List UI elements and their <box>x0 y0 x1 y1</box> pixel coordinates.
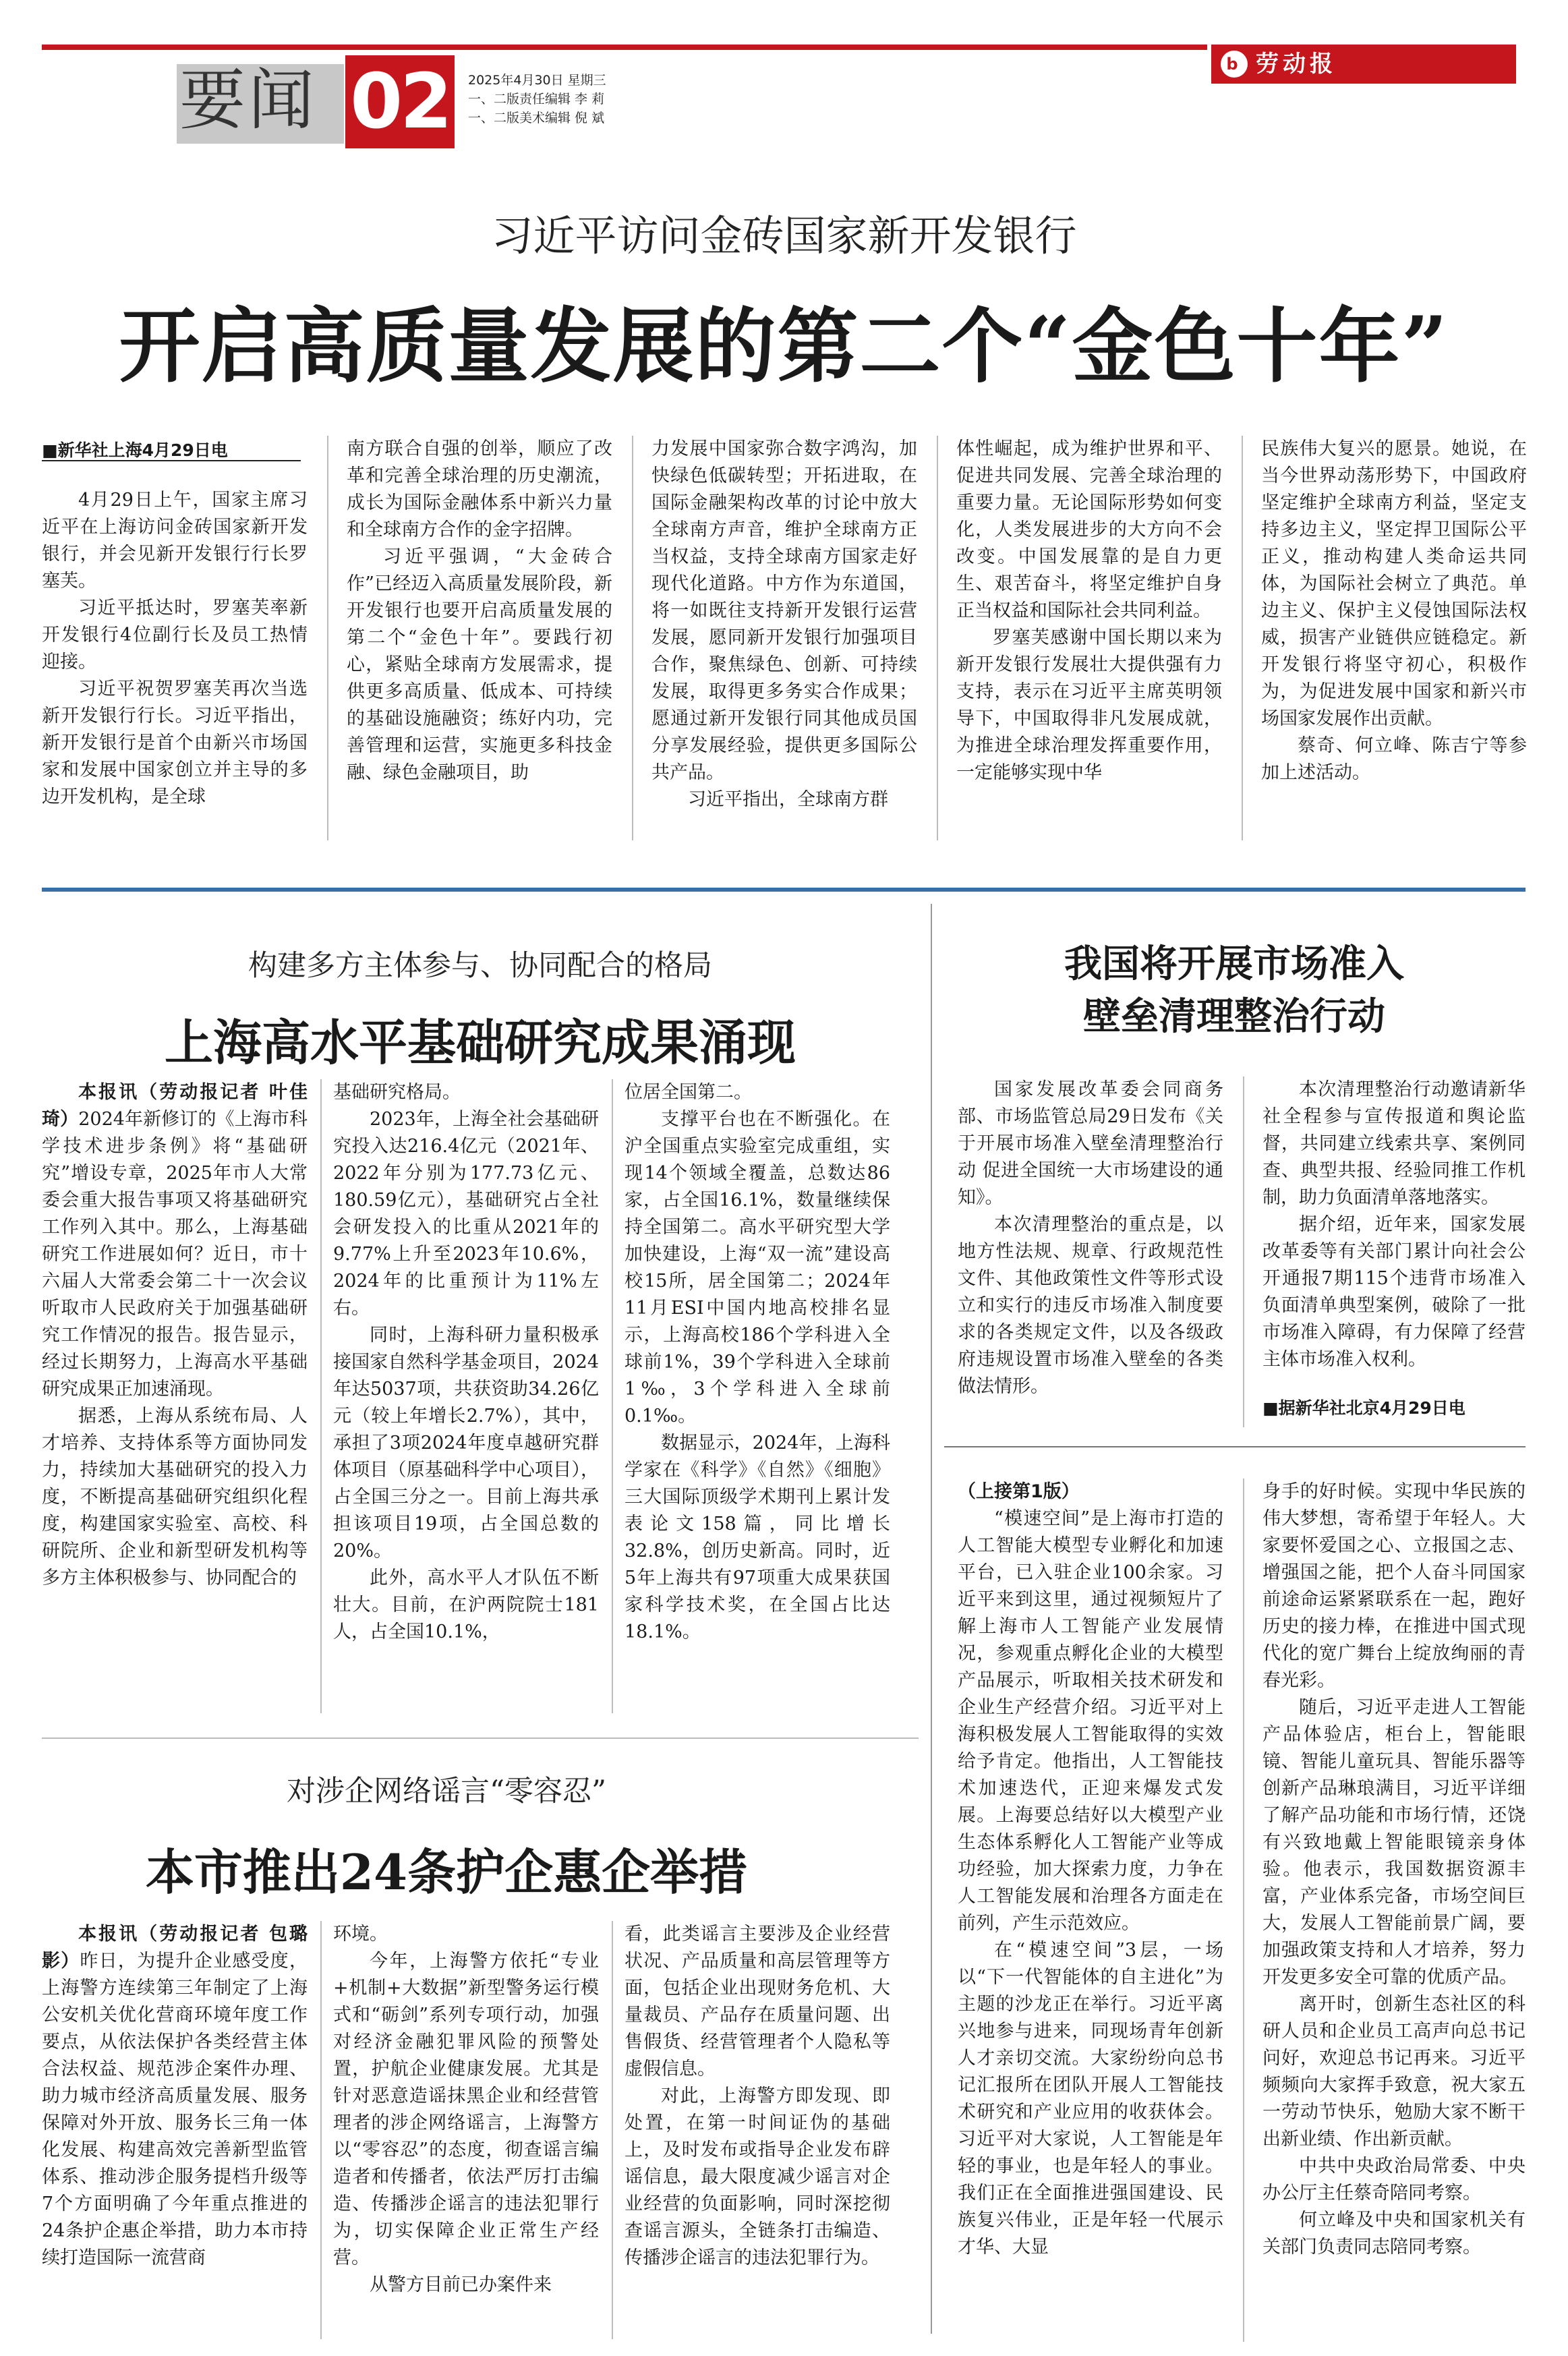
paragraph: 数据显示，2024年，上海科学家在《科学》《自然》《细胞》三大国际顶级学术期刊上累计发表论文158篇，同比增长32.8%，创历史新高。同时，近5年上海共有97项重大成果获国家科学技术奖，在全国占比达18.1%。 <box>625 1433 890 1642</box>
column-rule <box>612 1921 613 2339</box>
paragraph: 4月29日上午，国家主席习近平在上海访问金砖国家新开发银行，并会见新开发银行行长罗塞芙。 <box>42 490 308 592</box>
story4-byline: 本报讯（劳动报记者 包璐影） <box>42 1924 308 1972</box>
top-red-rule <box>42 45 1207 50</box>
paragraph: 此外，高水平人才队伍不断壮大。目前，在沪两院院士181人，占全国10.1%， <box>333 1568 599 1642</box>
dateline-rule <box>42 460 301 461</box>
story2-column-2 <box>333 1079 599 1713</box>
paragraph <box>42 1079 308 1403</box>
paragraph: 本次清理整治的重点是，以地方性法规、规章、行政规范性文件、其他政策性文件等形式设立和实行的违反市场准入制度要求的各类规定文件，以及各级政府违规设置市场准入壁垒的各类做法情形。 <box>958 1214 1223 1397</box>
logo-text: 劳动报 <box>1256 51 1337 78</box>
paragraph: 位居全国第二。 <box>625 1082 752 1103</box>
story1-column-1 <box>42 487 308 838</box>
paragraph: 中共中央政治局常委、中央办公厅主任蔡奇陪同考察。 <box>1262 2156 1526 2204</box>
paragraph: 何立峰及中央和国家机关有关部门负责同志陪同考察。 <box>1262 2210 1526 2258</box>
story3-dateline: ■据新华社北京4月29日电 <box>1262 1398 1465 1418</box>
paragraph: 看，此类谣言主要涉及企业经营状况、产品质量和高层管理等方面，包括企业出现财务危机、大量裁员、产品存在质量问题、出售假货、经营管理者个人隐私等虚假信息。 <box>625 1924 890 2079</box>
story4-column-1 <box>42 1921 308 2339</box>
section-separator <box>42 888 1526 892</box>
paragraph-text: 2024年新修订的《上海市科学技术进步条例》将“基础研究”增设专章，2025年市人大常委会重大报告事项又将基础研究工作列入其中。那么，上海基础研究工作进展如何？近日，市十六届人大常委会第二十一次会议听取市人民政府关于加强基础研究工作情况的报告。报告显示，经过长期努力，上海高水平基础研究成果正加速涌现。 <box>42 1109 308 1400</box>
paragraph: 罗塞芙感谢中国长期以来为新开发银行发展壮大提供强有力支持，表示在习近平主席英明领导下，中国取得非凡发展成就，为推进全球治理发挥重要作用，一定能够实现中华 <box>956 627 1222 783</box>
story1-column-2 <box>347 436 612 840</box>
story1-column-5 <box>1261 436 1527 840</box>
paragraph: 南方联合自强的创举，顺应了改革和完善全球治理的历史潮流，成长为国际金融体系中新兴力量和全球南方合作的金字招牌。 <box>347 438 612 540</box>
paragraph: 据悉，上海从系统布局、人才培养、支持体系等方面协同发力，持续加大基础研究的投入力度，不断提高基础研究组织化程度，构建国家实验室、高校、科研院所、企业和新型研发机构等多方主体积极参与、协同配合的 <box>42 1406 308 1588</box>
main-column-rule <box>931 904 932 2334</box>
paragraph: 民族伟大复兴的愿景。她说，在当今世界动荡形势下，中国政府坚定维护全球南方利益，坚定支持多边主义，坚定捍卫国际公平正义，推动构建人类命运共同体，为国际社会树立了典范。单边主义、保护主义侵蚀国际法权威，损害产业链供应链稳定。新开发银行将坚守初心，积极作为，为促进发展中国家和新兴市场国家发展作出贡献。 <box>1261 438 1527 729</box>
paragraph: 支撑平台也在不断强化。在沪全国重点实验室完成重组，实现14个领域全覆盖，总数达86家，占全国16.1%，数量继续保持全国第二。高水平研究型大学加快建设，上海“双一流”建设高校15所，居全国第二；2024年11月ESI中国内地高校排名显示，上海高校186个学科进入全球前1%，39个学科进入全球前1‰，3个学科进入全球前0.1‰。 <box>625 1109 890 1427</box>
paragraph: 本次清理整治行动邀请新华社全程参与宣传报道和舆论监督，共同建立线索共享、案例同查、典型共报、经验同推工作机制，助力负面清单落地落实。 <box>1262 1079 1526 1208</box>
story1-headline: 开启高质量发展的第二个“金色十年” <box>119 299 1449 394</box>
column-rule <box>320 1921 322 2339</box>
paragraph: 环境。 <box>333 1924 388 1945</box>
story1-dateline: ■新华社上海4月29日电 <box>42 440 228 460</box>
story2-column-1 <box>42 1079 308 1713</box>
story2-column-3 <box>625 1079 890 1713</box>
story5-column-1 <box>958 1478 1223 2342</box>
paragraph-text: 昨日，为提升企业感受度，上海警方连续第三年制定了上海公安机关优化营商环境年度工作要点，从依法保护各类经营主体合法权益、规范涉企案件办理、助力城市经济高质量发展、服务保障对外开放、服务长三角一体化发展、构建高效完善新型监管体系、推动涉企服务提档升级等7个方面明确了今年重点推进的24条护企惠企举措，助力本市持续打造国际一流营商 <box>42 1951 308 2268</box>
paragraph: 习近平抵达时，罗塞芙率新开发银行4位副行长及员工热情迎接。 <box>42 598 308 672</box>
paragraph: 据介绍，近年来，国家发展改革委等有关部门累计向社会公开通报7期115个违背市场准入负面清单典型案例，破除了一批市场准入障碍，有力保障了经营主体市场准入权利。 <box>1262 1214 1526 1370</box>
story-divider <box>944 1446 1526 1447</box>
paragraph: 从警方目前已办案件来 <box>370 2274 552 2295</box>
newspaper-logo <box>1211 45 1516 84</box>
story3-column-2 <box>1262 1076 1526 1400</box>
column-rule <box>632 436 633 840</box>
story2-headline: 上海高水平基础研究成果涌现 <box>164 1014 796 1071</box>
paragraph: 习近平强调，“大金砖合作”已经迈入高质量发展阶段，新开发银行也要开启高质量发展的第二个“金色十年”。要践行初心，紧贴全球南方发展需求，提供更多高质量、低成本、可持续的基础设施融资；练好内功，完善管理和运营，实施更多科技金融、绿色金融项目，助 <box>347 546 612 783</box>
story1-column-3 <box>651 436 917 840</box>
paragraph <box>42 1921 308 2272</box>
paragraph: 习近平指出，全球南方群 <box>688 789 888 810</box>
responsible-editor: 一、二版责任编辑 李 莉 <box>468 92 605 107</box>
paragraph: 2023年，上海全社会基础研究投入达216.4亿元（2021年、2022年分别为177.73亿元、180.59亿元），基础研究占全社会研发投入的比重从2021年的9.77%上升至2023年10.6%，2024年的比重预计为11%左右。 <box>333 1109 599 1319</box>
paragraph: 离开时，创新生态社区的科研人员和企业员工高声向总书记问好，欢迎总书记再来。习近平频频向大家挥手致意，祝大家五一劳动节快乐，勉励大家不断干出新业绩、作出新贡献。 <box>1262 1994 1526 2150</box>
column-rule <box>1243 1076 1244 1427</box>
story3-headline-line1: 我国将开展市场准入 <box>1064 942 1404 986</box>
column-rule <box>320 1079 322 1713</box>
column-rule <box>1242 436 1243 840</box>
story-divider <box>42 1737 919 1739</box>
story1-kicker: 习近平访问金砖国家新开发银行 <box>491 211 1077 260</box>
paragraph: 对此，上海警方即发现、即处置，在第一时间证伪的基础上，及时发布或指导企业发布辟谣信息，最大限度减少谣言对企业经营的负面影响，同时深挖彻查谣言源头，全链条打击编造、传播涉企谣言的违法犯罪行为。 <box>625 2086 890 2268</box>
story2-kicker: 构建多方主体参与、协同配合的格局 <box>248 949 712 983</box>
paragraph: 力发展中国家弥合数字鸿沟，加快绿色低碳转型；开拓进取，在国际金融架构改革的讨论中放大全球南方声音，维护全球南方正当权益，支持全球南方国家走好现代化道路。中方作为东道国，将一如既往支持新开发银行运营发展，愿同新开发银行加强项目合作，聚焦绿色、创新、可持续发展，取得更多务实合作成果；愿通过新开发银行同其他成员国分享发展经验，提供更多国际公共产品。 <box>651 438 917 783</box>
paragraph: 蔡奇、何立峰、陈吉宁等参加上述活动。 <box>1261 735 1527 783</box>
story4-kicker: 对涉企网络谣言“零容忍” <box>287 1775 606 1808</box>
paragraph: 基础研究格局。 <box>333 1082 461 1103</box>
paragraph: 同时，上海科研力量积极承接国家自然科学基金项目，2024年达5037项，共获资助34.26亿元（较上年增长2.7%），其中，承担了3项2024年度卓越研究群体项目（原基础科学中心项目），占全国三分之一。目前上海共承担该项目19项，占全国总数的20%。 <box>333 1325 599 1561</box>
paragraph: 随后，习近平走进人工智能产品体验店，柜台上，智能眼镜、智能儿童玩具、智能乐器等创新产品琳琅满目，习近平详细了解产品功能和市场行情，还饶有兴致地戴上智能眼镜亲身体验。他表示，我国数据资源丰富，产业体系完备，市场空间巨大，发展人工智能前景广阔，要加强政策支持和人才培养，努力开发更多安全可靠的优质产品。 <box>1262 1697 1526 1988</box>
story5-continued-label: （上接第1版） <box>958 1481 1080 1502</box>
paragraph: 今年，上海警方依托“专业+机制+大数据”新型警务运行模式和“砺剑”系列专项行动，加强对经济金融犯罪风险的预警处置，护航企业健康发展。尤其是针对恶意造谣抹黑企业和经营管理者的涉企网络谣言，上海警方以“零容忍”的态度，彻查谣言编造者和传播者，依法严厉打击编造、传播涉企谣言的违法犯罪行为，切实保障企业正常生产经营。 <box>333 1951 599 2268</box>
story1-column-4 <box>956 436 1222 840</box>
story5-column-2 <box>1262 1478 1526 2342</box>
story2-byline: 本报讯（劳动报记者 叶佳琦） <box>42 1082 308 1130</box>
issue-date: 2025年4月30日 星期三 <box>468 73 606 88</box>
paragraph: 身手的好时候。实现中华民族的伟大梦想，寄希望于年轻人。大家要怀爱国之心、立报国之志、增强国之能，把个人奋斗同国家前途命运紧紧联系在一起，跑好历史的接力棒，在推进中国式现代化的宽广舞台上绽放绚丽的青春光彩。 <box>1262 1481 1526 1691</box>
story4-headline: 本市推出24条护企惠企举措 <box>145 1843 748 1901</box>
logo-mark-icon: b <box>1221 51 1248 78</box>
page-number: 02 <box>345 55 455 148</box>
paragraph: 习近平祝贺罗塞芙再次当选新开发银行行长。习近平指出，新开发银行是首个由新兴市场国家和发展中国家创立并主导的多边开发机构，是全球 <box>42 679 308 807</box>
paragraph: 国家发展改革委会同商务部、市场监管总局29日发布《关于开展市场准入壁垒清理整治行动 促进全国统一大市场建设的通知》。 <box>958 1079 1223 1208</box>
art-editor: 一、二版美术编辑 倪 斌 <box>468 111 605 125</box>
column-rule <box>612 1079 613 1713</box>
paragraph: 在“模速空间”3层，一场以“下一代智能体的自主进化”为主题的沙龙正在举行。习近平离兴地参与进来，同现场青年创新人才亲切交流。大家纷纷向总书记汇报所在团队开展人工智能技术研究和产业应用的收获体会。习近平对大家说，人工智能是年轻的事业，也是年轻人的事业。我们正在全面推进强国建设、民族复兴伟业，正是年轻一代展示才华、大显 <box>958 1940 1223 2258</box>
story4-column-2 <box>333 1921 599 2339</box>
story4-column-3 <box>625 1921 890 2339</box>
story3-column-1 <box>958 1076 1223 1427</box>
column-rule <box>1243 1478 1244 2342</box>
section-label: 要闻 <box>179 62 318 139</box>
story3-headline-line2: 壁垒清理整治行动 <box>1083 994 1385 1039</box>
column-rule <box>937 436 938 840</box>
paragraph: “模速空间”是上海市打造的人工智能大模型专业孵化和加速平台，已入驻企业100余家。习近平来到这里，通过视频短片了解上海市人工智能产业发展情况，参观重点孵化企业的大模型产品展示，听取相关技术研发和企业生产经营介绍。习近平对上海积极发展人工智能取得的实效给予肯定。他指出，人工智能技术加速迭代，正迎来爆发式发展。上海要总结好以大模型产业生态体系孵化人工智能产业等成功经验，加大探索力度，力争在人工智能发展和治理各方面走在前列，产生示范效应。 <box>958 1508 1223 1934</box>
column-rule <box>327 436 328 840</box>
paragraph: 体性崛起，成为维护世界和平、促进共同发展、完善全球治理的重要力量。无论国际形势如何变化，人类发展进步的大方向不会改变。中国发展靠的是自力更生、艰苦奋斗，将坚定维护自身正当权益和国际社会共同利益。 <box>956 438 1222 621</box>
